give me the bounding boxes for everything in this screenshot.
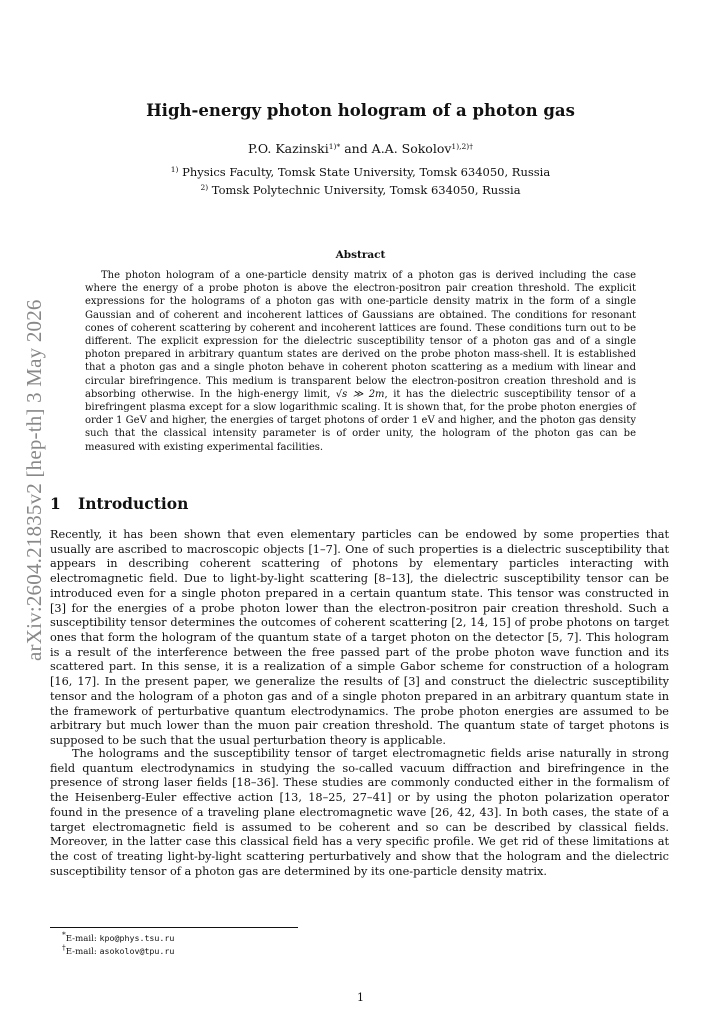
paper-title: High-energy photon hologram of a photon gas [146,101,575,120]
affiliation [80,165,641,179]
footnote [62,943,175,958]
footnote-label: E-mail: [65,947,100,957]
footnote [62,930,175,945]
body-paragraph: Recently, it has been shown that even elementary particles can be endowed by some properties that usually are ascribed to macroscopic objects [1–7]. One of such properties is a dielectric susceptibility that appears in describing coherent scattering of photons by elementary particles interacting with electromagnetic field. Due to light-by-light scattering [8–13], the dielectric susceptibility tensor can be introduced even for a single photon prepared in a certain quantum state. This tensor was constructed in [3] for the energies of a probe photon lower than the electron-positron pair creation threshold. Such a susceptibility tensor determines the outcomes of coherent scattering [2, 14, 15] of probe photons on target ones that form the hologram of the quantum state of a target photon on the detector [5, 7]. This hologram is a result of the interference between the free passed part of the probe photon wave function and its scattered part. In this sense, it is a realization of a simple Gabor scheme for construction of a hologram [16, 17]. In the present paper, we generalize the results of [3] and construct the dielectric susceptibility tensor and the hologram of a photon gas and of a single photon prepared in an arbitrary quantum state in the framework of perturbative quantum electrodynamics. The probe photon energies are assumed to be arbitrary but much lower than the muon pair creation threshold. The quantum state of target photons is supposed to be such that the usual perturbation theory is applicable. [50,528,669,748]
author-name: P.O. Kazinski [248,141,329,156]
abstract-text: The photon hologram of a one-particle density matrix of a photon gas is derived including the case where the energy of a probe photon is above the electron-positron pair creation threshold. The explicit expressions for the holograms of a photon gas with one-particle density matrix in the form of a single Gaussian and of coherent and incoherent lattices of Gaussians are obtained. The conditions for resonant cones of coherent scattering by coherent and incoherent lattices are found. These conditions turn out to be different. The explicit expression for the dielectric susceptibility tensor of a photon gas and of a single photon prepared in arbitrary quantum states are derived on the probe photon mass-shell. It is established that a photon gas and a single photon behave in coherent photon scattering as a medium with linear and circular birefringence. This medium is transparent below the electron-positron creation threshold and is absorbing otherwise. In the high-energy limit, [85,270,636,400]
footnote-label: E-mail: [65,934,100,944]
abstract-body [85,269,636,454]
body-paragraph: The holograms and the susceptibility tensor of target electromagnetic fields arise naturally in strong field quantum electrodynamics in studying the so-called vacuum diffraction and birefringence in the presence of strong laser fields [18–36]. These studies are commonly conducted either in the formalism of the Heisenberg-Euler effective action [13, 18–25, 27–41] or by using the photon polarization operator found in the presence of a traveling plane electromagnetic wave [26, 42, 43]. In both cases, the state of a target electromagnetic field is assumed to be coherent and so can be described by classical fields. Moreover, in the latter case this classical field has a very specific profile. We get rid of these limitations at the cost of treating light-by-light scattering perturbatively and show that the hologram and the dielectric susceptibility tensor of a photon gas are determined by its one-particle density matrix. [50,747,669,878]
abstract-heading: Abstract [335,249,386,261]
footnote-mark: * [62,930,66,939]
affiliation-text: Tomsk Polytechnic University, Tomsk 634050, Russia [208,183,521,197]
arxiv-identifier-stamp: arXiv:2604.21835v2 [hep-th] 3 May 2026 [22,299,46,661]
affiliation [80,183,641,197]
footnote-email-link[interactable]: kpo@phys.tsu.ru [99,933,175,943]
footnote-mark: † [62,943,66,952]
author-conjunction: and [340,141,372,156]
page-number: 1 [357,991,364,1004]
affiliation-mark: 2) [200,183,209,192]
affiliation-text: Physics Faculty, Tomsk State University, Tomsk 634050, Russia [178,165,551,179]
author-affiliation-mark: 1),2)† [451,142,473,151]
section-heading [50,494,188,513]
affiliation-mark: 1) [170,165,179,174]
footnote-email-link[interactable]: asokolov@tpu.ru [99,946,175,956]
footnote-divider [50,927,298,928]
author-list [80,141,641,156]
author-name: A.A. Sokolov [371,141,452,156]
abstract-text: , it has the dielectric susceptibility tensor of a birefringent plasma except for a slow logarithmic scaling. It is shown that, for the probe photon energies of order 1 GeV and higher, the energies of target photons of order 1 eV and higher, and the photon gas density such that the classical intensity parameter is of order unity, the hologram of the photon gas can be measured with existing experimental facilities. [85,388,636,453]
section-title: Introduction [78,494,189,513]
abstract-math-inline: √s ≫ 2m [335,388,385,400]
author-affiliation-mark: 1)* [328,142,341,151]
section-number: 1 [50,494,61,513]
